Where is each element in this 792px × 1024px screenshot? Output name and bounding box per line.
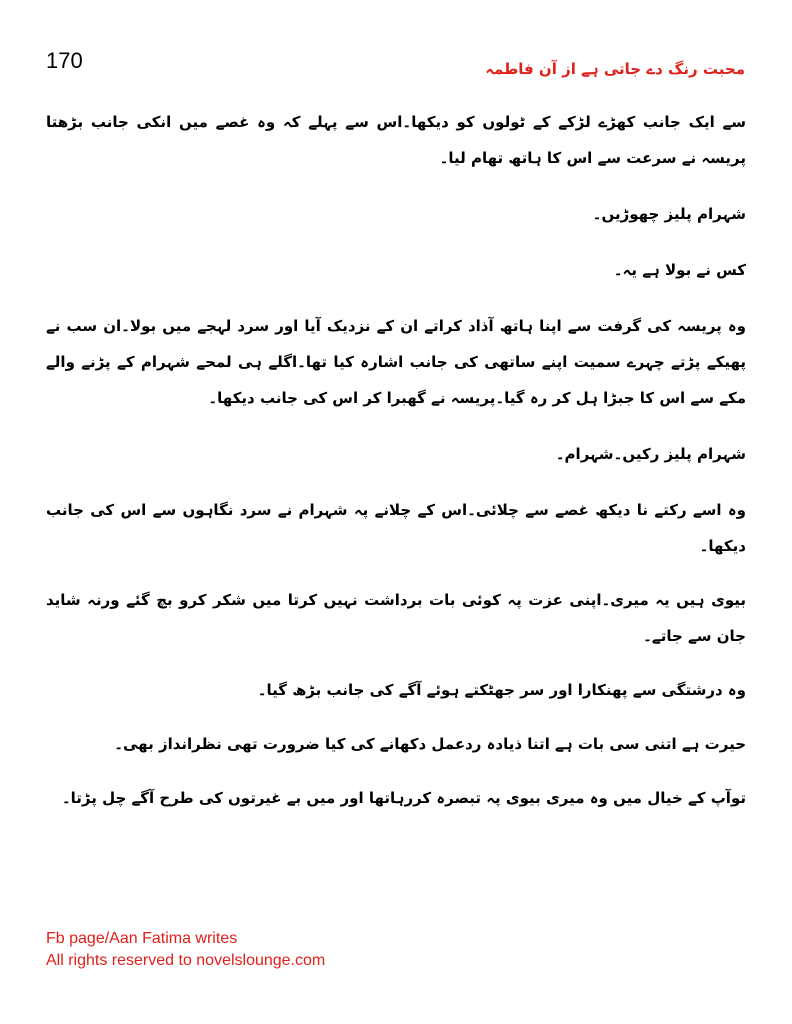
running-header-title: محبت رنگ دے جاتی ہے از آن فاطمہ <box>485 60 745 78</box>
paragraph: کس نے بولا ہے یہ۔ <box>613 261 746 279</box>
paragraph: وہ درشتگی سے پھنکارا اور سر جھٹکتے ہوئے آگے کی جانب بڑھ گیا۔ <box>257 681 746 699</box>
paragraph: وہ اسے رکتے نا دیکھ غصے سے چلائی۔اس کے چلانے پہ شہرام نے سرد نگاہوں سے اس کی جانب دیکھا۔ <box>46 501 746 555</box>
paragraph: توآپ کے خیال میں وہ میری بیوی پہ تبصرہ کررہاتھا اور میں بے غیرتوں کی طرح آگے چل پڑتا۔ <box>61 789 746 807</box>
footer-fb-page: Fb page/Aan Fatima writes <box>46 930 238 947</box>
paragraph: سے ایک جانب کھڑے لڑکے کے ٹولوں کو دیکھا۔اس سے پہلے کہ وہ غصے میں انکی جانب بڑھتا پریسہ نے سرعت سے اس کا ہاتھ تھام لیا۔ <box>46 113 746 167</box>
paragraph: بیوی ہیں یہ میری۔اپنی عزت پہ کوئی بات برداشت نہیں کرتا میں شکر کرو بچ گئے ورنہ شاید جان سے جاتے۔ <box>46 591 746 645</box>
footer-rights: All rights reserved to novelslounge.com <box>46 952 326 969</box>
paragraph: شہرام پلیز چھوڑیں۔ <box>592 205 746 223</box>
body-text <box>46 104 746 816</box>
paragraph: وہ پریسہ کی گرفت سے اپنا ہاتھ آذاد کراتے ان کے نزدیک آیا اور سرد لہجے میں بولا۔ان سب نے پھیکے پڑتے چہرے سمیت اپنے ساتھی کی جانب اشارہ کیا تھا۔اگلے ہی لمحے شہرام کے پڑنے والے مکے سے اس کا جبڑا ہل کر رہ گیا۔پریسہ نے گھبرا کر اس کی جانب دیکھا۔ <box>46 317 746 407</box>
footer-credits <box>46 928 325 972</box>
page-number: 170 <box>46 48 83 73</box>
paragraph: شہرام پلیز رکیں۔شہرام۔ <box>555 445 746 463</box>
paragraph: حیرت ہے اتنی سی بات ہے اتنا ذیادہ ردعمل دکھانے کی کیا ضرورت تھی نظرانداز بھی۔ <box>114 735 746 753</box>
